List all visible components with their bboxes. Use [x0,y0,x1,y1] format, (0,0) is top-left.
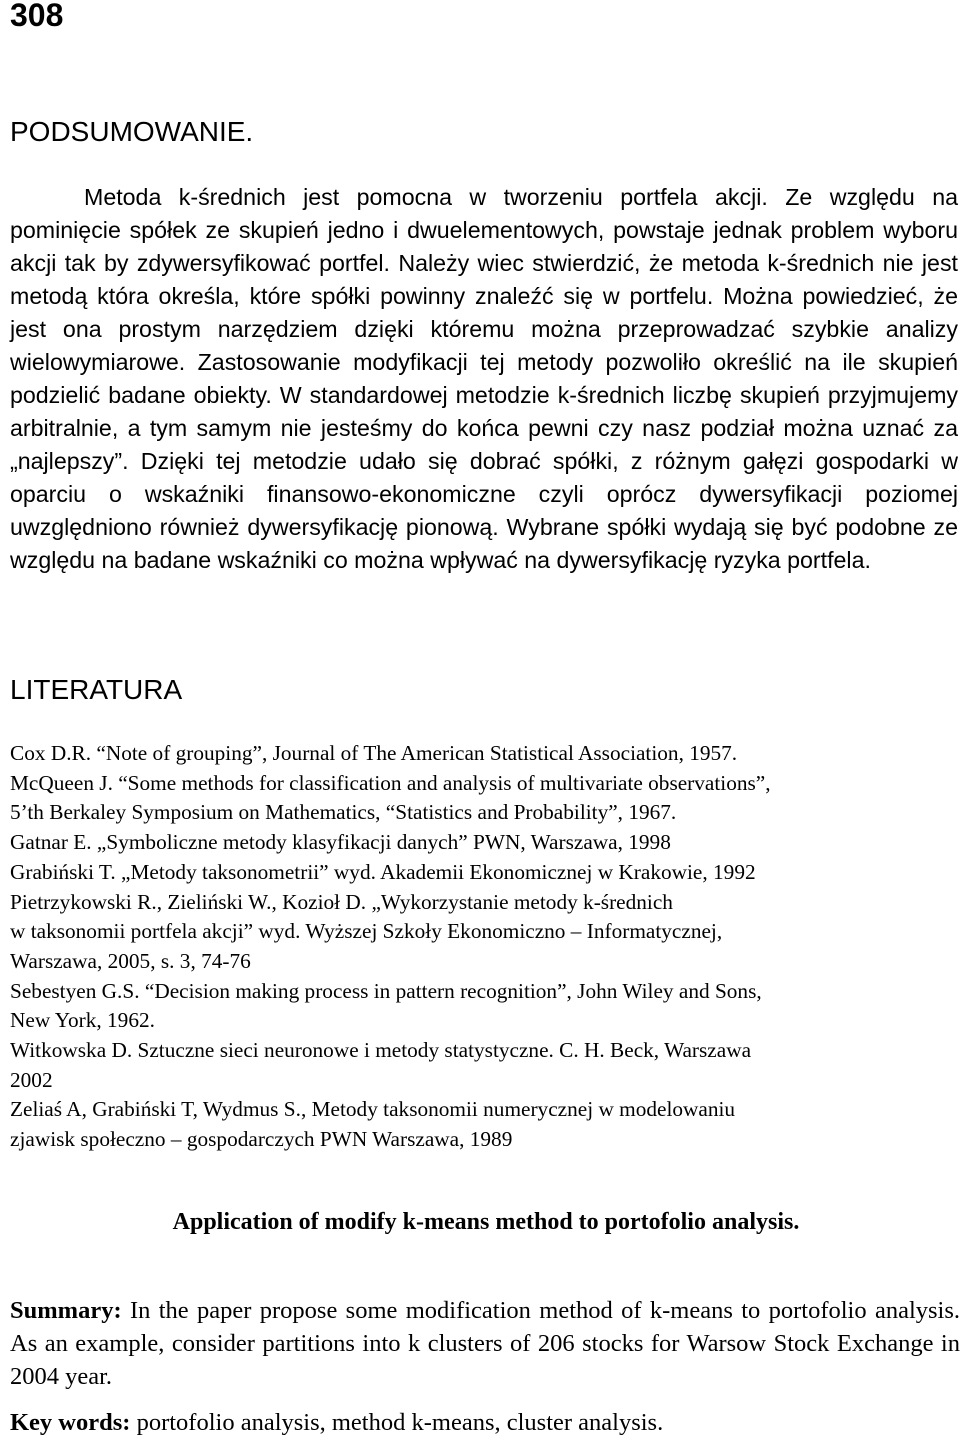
reference-line: 2002 [10,1067,53,1092]
english-title: Application of modify k-means method to portofolio analysis. [172,1209,800,1235]
reference-line: New York, 1962. [10,1008,155,1033]
reference-line: Grabiński T. „Metody taksonometrii” wyd. Akademii Ekonomicznej w Krakowie, 1992 [10,859,756,884]
keywords-text: portofolio analysis, method k-means, cluster analysis. [130,1409,664,1436]
reference-line: Gatnar E. „Symboliczne metody klasyfikacji danych” PWN, Warszawa, 1998 [10,830,671,855]
reference-line: Sebestyen G.S. “Decision making process in pattern recognition”, John Wiley and Sons, [10,978,762,1003]
reference-line: 5’th Berkaley Symposium on Mathematics, “Statistics and Probability”, 1967. [10,800,677,825]
keywords-label: Key words: [10,1409,131,1436]
reference-line: Pietrzykowski R., Zieliński W., Kozioł D. „Wykorzystanie metody k-średnich [10,889,673,914]
summary-label: Summary: [10,1297,122,1324]
reference-line: Witkowska D. Sztuczne sieci neuronowe i metody statystyczne. C. H. Beck, Warszawa [10,1038,752,1063]
reference-line: Warszawa, 2005, s. 3, 74-76 [10,948,251,973]
english-summary [10,1294,960,1393]
literature-heading: LITERATURA [10,674,183,705]
reference-line: Zeliaś A, Grabiński T, Wydmus S., Metody taksonomii numerycznej w modelowaniu [10,1097,736,1122]
summary-text: In the paper propose some modification method of k-means to portofolio analysis. As an example, consider partitions into k clusters of 206 stocks for Warsow Stock Exchange in 2004 year. [10,1297,960,1390]
reference-line: McQueen J. “Some methods for classification and analysis of multivariate observations”, [10,770,771,795]
summary-heading: PODSUMOWANIE. [10,116,254,147]
reference-line: zjawisk społeczno – gospodarczych PWN Warszawa, 1989 [10,1127,513,1152]
page-number: 308 [10,0,64,33]
reference-line: w taksonomii portfela akcji” wyd. Wyższej Szkoły Ekonomiczno – Informatycznej, [10,919,723,944]
keywords [10,1406,960,1439]
reference-line: Cox D.R. “Note of grouping”, Journal of The American Statistical Association, 1957. [10,741,738,765]
reference-list [10,739,958,1155]
summary-paragraph: Metoda k-średnich jest pomocna w tworzeniu portfela akcji. Ze względu na pominięcie spółek ze skupień jedno i dwuelementowych, powstaje jednak problem wyboru akcji tak by zdywersyfikować portfel. Należy wiec stwierdzić, że metoda k-średnich nie jest metodą która określa, które spółki powinny znaleźć się w portfelu. Można powiedzieć, że jest ona prostym narzędziem dzięki któremu można przeprowadzać szybkie analizy wielowymiarowe. Zastosowanie modyfikacji tej metody pozwoliło określić na ile skupień podzielić badane obiekty. W standardowej metodzie k-średnich liczbę skupień przyjmujemy arbitralnie, a tym samym nie jesteśmy do końca pewni czy nasz podział można uznać za „najlepszy”. Dzięki tej metodzie udało się dobrać spółki, z różnym gałęzi gospodarki w oparciu o wskaźniki finansowo-ekonomiczne czyli oprócz dywersyfikacji poziomej uwzględniono również dywersyfikację pionową. Wybrane spółki wydają się być podobne ze względu na badane wskaźniki co można wpływać na dywersyfikację ryzyka portfela. [10,184,958,573]
